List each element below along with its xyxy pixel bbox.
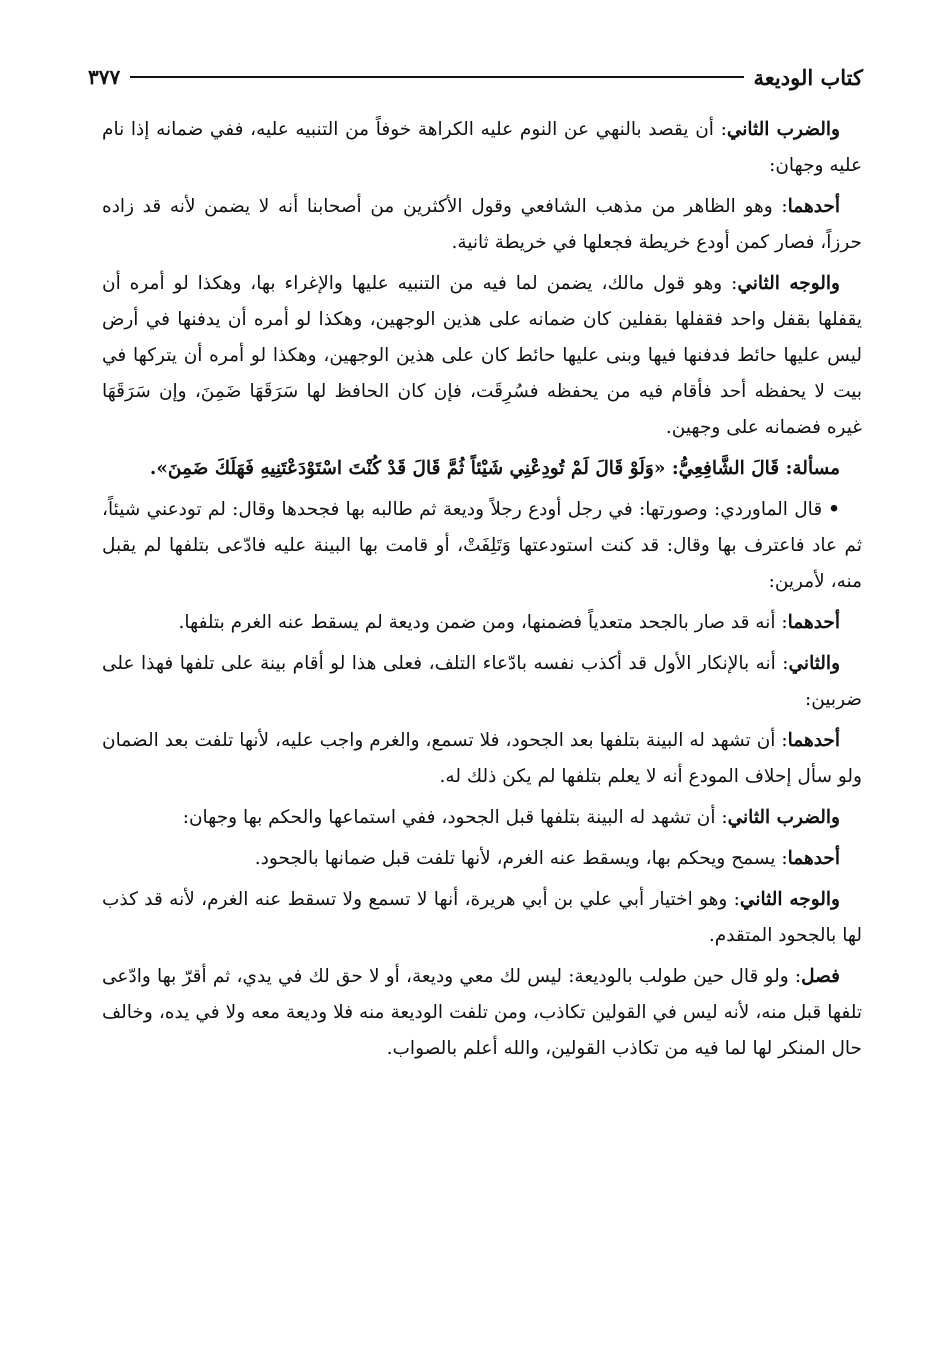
paragraph-lead: أحدهما <box>787 730 840 751</box>
paragraph-text: : أنه بالإنكار الأول قد أكذب نفسه بادّعاء التلف، فعلى هذا لو أقام بينة على تلفها فهذا على ضربين: <box>102 653 862 710</box>
paragraph-text: : أن تشهد له البينة بتلفها قبل الجحود، ففي استماعها والحكم بها وجهان: <box>182 807 728 828</box>
paragraph-lead: والضرب الثاني <box>727 807 840 828</box>
paragraph-masala <box>102 451 862 487</box>
paragraph-text: : وهو اختيار أبي علي بن أبي هريرة، أنها لا تسمع ولا تسقط عنه الغرم، لأنه قد كذب لها بالجحود المتقدم. <box>102 889 862 946</box>
paragraph-text: قال الماوردي: وصورتها: في رجل أودع رجلاً وديعة ثم طالبه بها فجحدها وقال: لم تودعني شيئاً، ثم عاد فاعترف بها وقال: قد كنت استودعتها وَتَلِفَتْ، أو قامت بها البينة عليه فادّعى بتلفها لم يقبل منه، لأمرين: <box>102 499 862 592</box>
paragraph-text: : أنه قد صار بالجحد متعدياً فضمنها، ومن ضمن وديعة لم يسقط عنه الغرم بتلفها. <box>178 612 788 633</box>
page-body <box>102 112 862 1072</box>
paragraph <box>102 882 862 954</box>
header-rule <box>130 76 743 78</box>
paragraph-text: : وهو قول مالك، يضمن لما فيه من التنبيه عليها والإغراء بها، وهكذا لو أمره أن يقفلها بقفل واحد فقفلها بقفلين كان ضمانه على هذين الوجهين، وهكذا لو أمره أن يدفنها في أرض ليس عليها حائط فدفنها فيها وبنى عليها حائط كان على هذين الوجهين، وهكذا لو أمره أن يتركها في بيت لا يحفظه أحد فأقام فيه من يحفظه فسُرِقَت، فإن كان الحافظ لها سَرَقَهَا ضَمِنَ، وإن سَرَقَهَا غيره فضمانه على وجهين. <box>102 273 862 438</box>
quoted-text: : «وَلَوْ قَالَ لَمْ تُودِعْنِي شَيْئاً ثُمَّ قَالَ قَدْ كُنْتَ اسْتَوْدَعْتَنِيهِ فَهَلَكَ ضَمِنَ». <box>149 458 679 479</box>
paragraph-lead: والوجه الثاني <box>737 273 840 294</box>
paragraph-lead: مسألة: قَالَ الشَّافِعِيُّ <box>678 458 840 479</box>
paragraph <box>102 800 862 836</box>
paragraph-lead: أحدهما <box>787 848 840 869</box>
paragraph-lead: فصل <box>801 966 840 987</box>
book-title: كتاب الوديعة <box>753 64 863 90</box>
paragraph-lead: أحدهما <box>787 196 840 217</box>
bullet-marker: • <box>828 499 840 520</box>
paragraph-lead: والثاني <box>788 653 840 674</box>
paragraph-text: : وهو الظاهر من مذهب الشافعي وقول الأكثرين من أصحابنا أنه لا يضمن لأنه قد زاده حرزاً، فصار كمن أودع خريطة فجعلها في خريطة ثانية. <box>102 196 862 253</box>
paragraph <box>102 646 862 718</box>
paragraph-lead: والضرب الثاني <box>726 119 840 140</box>
paragraph-text: : أن يقصد بالنهي عن النوم عليه الكراهة خوفاً من التنبيه عليه، ففي ضمانه إذا نام عليه وجهان: <box>102 119 862 176</box>
paragraph <box>102 112 862 184</box>
paragraph <box>102 492 862 600</box>
paragraph-lead: والوجه الثاني <box>739 889 840 910</box>
page-number: ٣٧٧ <box>88 65 121 89</box>
paragraph-text: : أن تشهد له البينة بتلفها بعد الجحود، فلا تسمع، والغرم واجب عليه، لأنها تلفت بعد الضمان ولو سأل إحلاف المودع أنه لا يعلم بتلفها لم يكن ذلك له. <box>102 730 862 787</box>
running-header <box>88 60 863 94</box>
paragraph <box>102 841 862 877</box>
paragraph <box>102 189 862 261</box>
paragraph <box>102 723 862 795</box>
paragraph <box>102 959 862 1067</box>
paragraph-text: : ولو قال حين طولب بالوديعة: ليس لك معي وديعة، أو لا حق لك في يدي، ثم أقرّ بها وادّعى تلفها قبل منه، لأنه ليس في القولين تكاذب، ومن تلفت الوديعة منه فلا وديعة معه ولا في يده، وخالف حال المنكر لها لما فيه من تكاذب القولين، والله أعلم بالصواب. <box>102 966 862 1059</box>
paragraph <box>102 605 862 641</box>
paragraph-text: : يسمح ويحكم بها، ويسقط عنه الغرم، لأنها تلفت قبل ضمانها بالجحود. <box>254 848 788 869</box>
paragraph <box>102 266 862 446</box>
paragraph-lead: أحدهما <box>787 612 840 633</box>
